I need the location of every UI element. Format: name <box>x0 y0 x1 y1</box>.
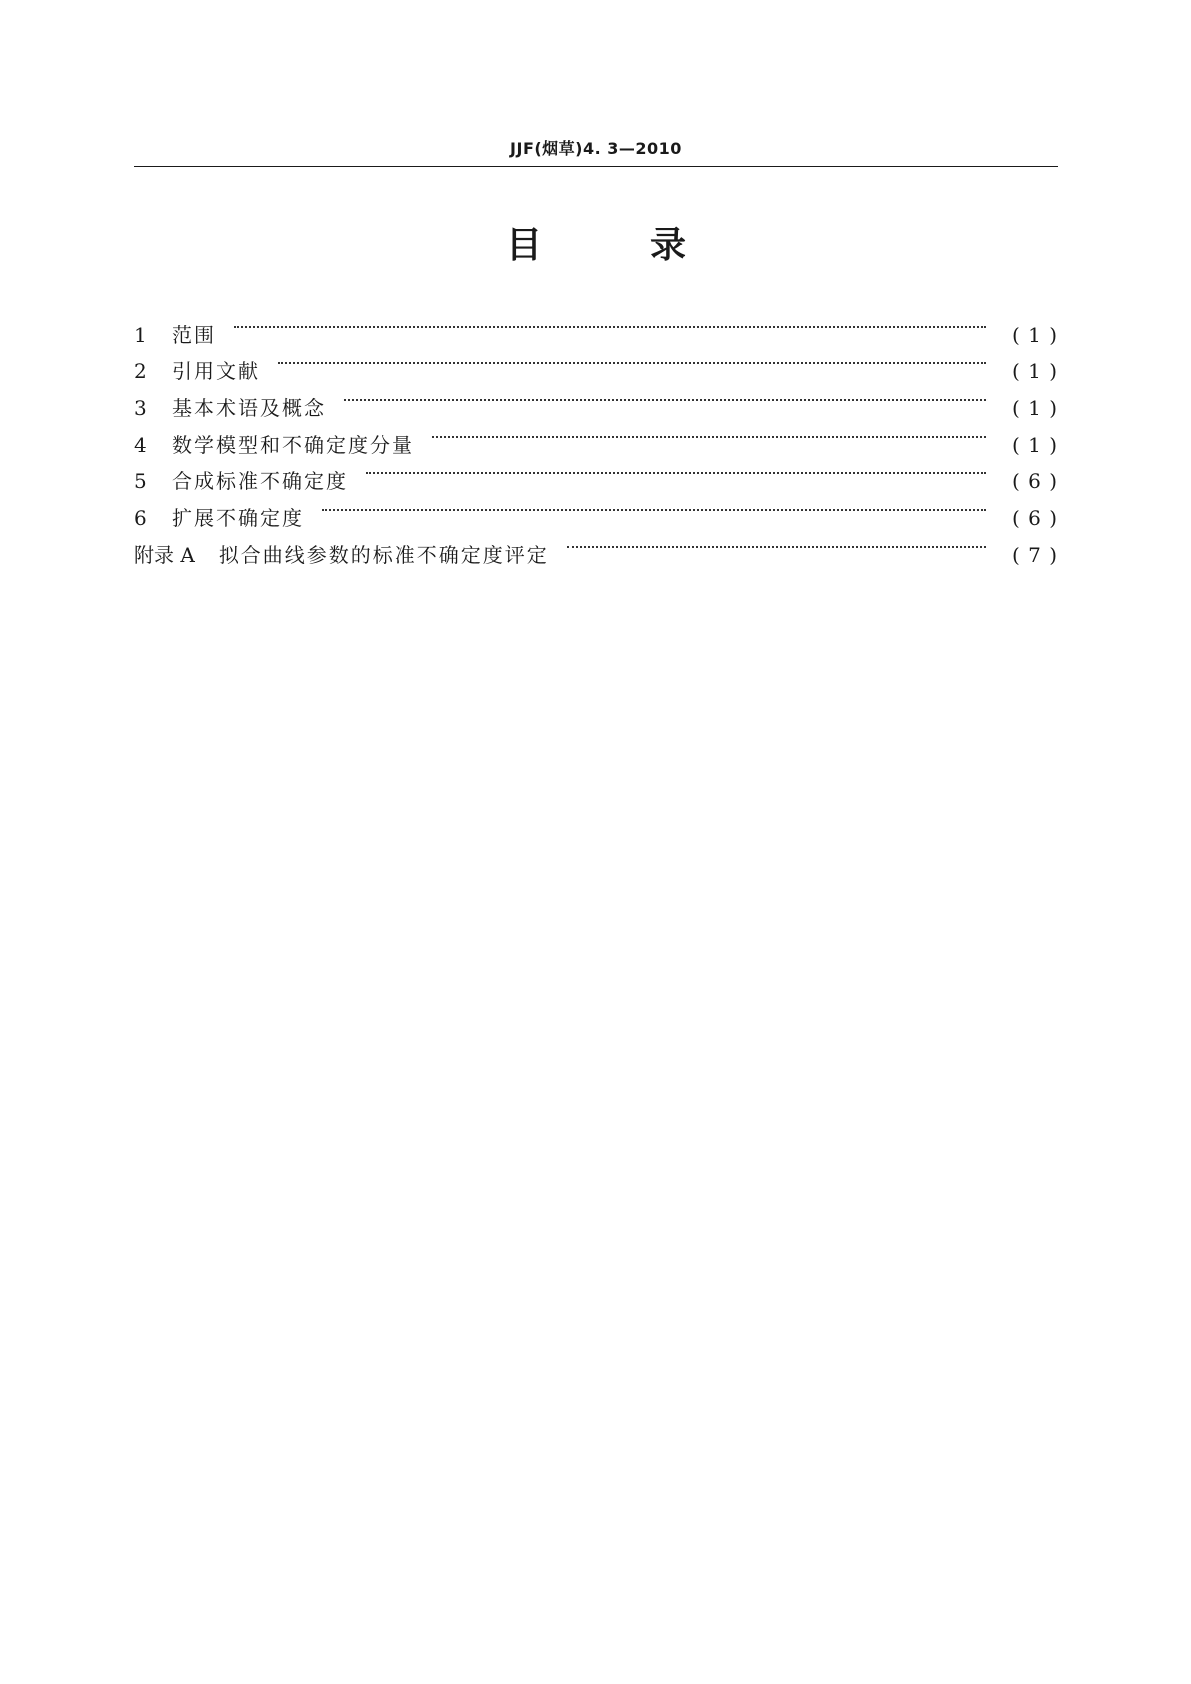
toc-entry-page: ( 6 ) <box>1011 469 1058 494</box>
toc-entry-title: 范围 <box>172 322 216 347</box>
toc-entry-page: ( 1 ) <box>1011 432 1058 457</box>
toc-entry-number: 6 <box>134 506 147 531</box>
toc-entry-scope[interactable] <box>134 305 1058 347</box>
toc-entry-title: 合成标准不确定度 <box>172 469 348 494</box>
toc-entry-number: 5 <box>134 469 147 494</box>
toc-entry-number: 附录 A <box>134 542 195 567</box>
header-divider <box>134 166 1058 167</box>
toc-entry-references[interactable] <box>134 342 1058 384</box>
page-title: 目 录 <box>505 225 686 266</box>
toc-dot-leader <box>344 378 986 415</box>
toc-entry-number: 1 <box>134 322 147 347</box>
toc-dot-leader <box>432 415 986 452</box>
toc-entry-page: ( 1 ) <box>1011 359 1058 384</box>
toc-entry-title: 数学模型和不确定度分量 <box>172 432 414 457</box>
toc-entry-number: 4 <box>134 432 147 457</box>
toc-entry-page: ( 7 ) <box>1011 542 1058 567</box>
toc-entry-number: 3 <box>134 396 147 421</box>
toc-entry-page: ( 1 ) <box>1011 396 1058 421</box>
table-of-contents <box>134 305 1058 567</box>
toc-entry-page: ( 6 ) <box>1011 506 1058 531</box>
toc-dot-leader <box>322 488 986 525</box>
toc-entry-title: 引用文献 <box>172 359 260 384</box>
toc-dot-leader <box>234 305 986 342</box>
toc-dot-leader <box>366 452 986 489</box>
document-header: JJF(烟草)4. 3—2010 <box>510 139 682 158</box>
toc-entry-title: 拟合曲线参数的标准不确定度评定 <box>218 542 549 567</box>
toc-entry-title: 基本术语及概念 <box>172 396 326 421</box>
toc-entry-page: ( 1 ) <box>1011 322 1058 347</box>
toc-dot-leader <box>567 525 986 562</box>
toc-entry-number: 2 <box>134 359 147 384</box>
toc-entry-title: 扩展不确定度 <box>172 506 304 531</box>
toc-dot-leader <box>278 342 986 379</box>
